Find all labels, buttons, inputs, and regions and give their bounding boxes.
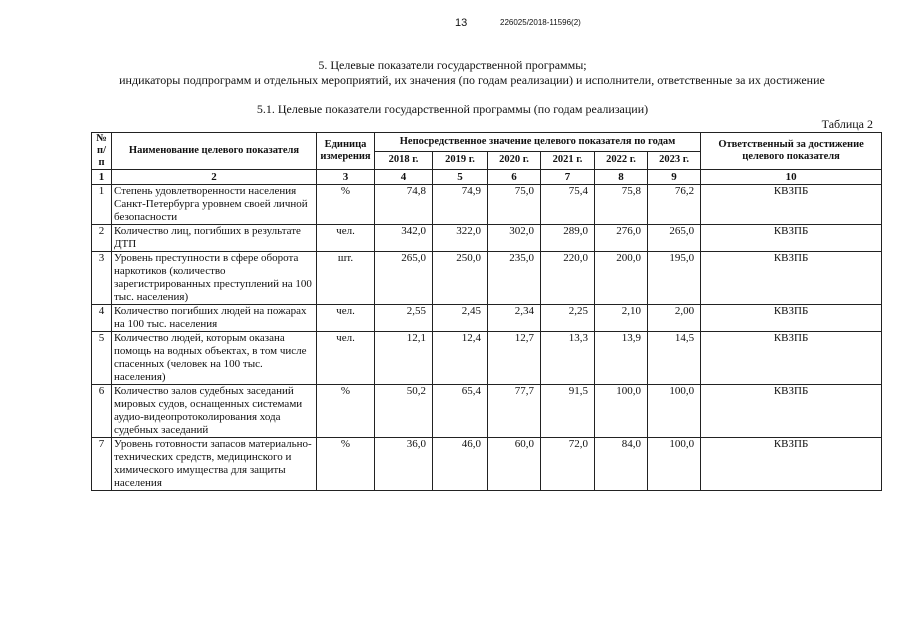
column-number: 10 xyxy=(701,170,882,185)
column-number: 8 xyxy=(595,170,648,185)
row-number: 5 xyxy=(92,332,112,385)
responsible-cell: КВЗПБ xyxy=(701,252,882,305)
section-title: 5. Целевые показатели государственной программы; xyxy=(318,58,587,72)
unit-cell: % xyxy=(317,438,375,491)
value-cell: 60,0 xyxy=(488,438,541,491)
header-year: 2022 г. xyxy=(595,151,648,170)
value-cell: 2,55 xyxy=(375,305,433,332)
value-cell: 76,2 xyxy=(648,185,701,225)
column-number: 1 xyxy=(92,170,112,185)
value-cell: 12,4 xyxy=(433,332,488,385)
column-number: 3 xyxy=(317,170,375,185)
value-cell: 74,8 xyxy=(375,185,433,225)
header-year: 2020 г. xyxy=(488,151,541,170)
row-number: 6 xyxy=(92,385,112,438)
column-number: 5 xyxy=(433,170,488,185)
header-responsible: Ответственный за достижение целевого показателя xyxy=(701,133,882,170)
indicator-name: Степень удовлетворенности населения Санкт-Петербурга уровнем своей личной безопасности xyxy=(112,185,317,225)
value-cell: 12,1 xyxy=(375,332,433,385)
row-number: 3 xyxy=(92,252,112,305)
header-direct-value: Непосредственное значение целевого показателя по годам xyxy=(375,133,701,152)
value-cell: 72,0 xyxy=(541,438,595,491)
document-id: 226025/2018-11596(2) xyxy=(500,18,581,27)
responsible-cell: КВЗПБ xyxy=(701,332,882,385)
table-row xyxy=(92,185,882,225)
row-number: 2 xyxy=(92,225,112,252)
value-cell: 200,0 xyxy=(595,252,648,305)
header-unit: Единица измерения xyxy=(317,133,375,170)
column-number: 2 xyxy=(112,170,317,185)
indicator-name: Уровень готовности запасов материально-технических средств, медицинского и химического имущества для защиты населения xyxy=(112,438,317,491)
value-cell: 100,0 xyxy=(648,438,701,491)
value-cell: 276,0 xyxy=(595,225,648,252)
indicator-name: Количество залов судебных заседаний мировых судов, оснащенных системами аудио-видеопротоколирования хода судебных заседаний xyxy=(112,385,317,438)
column-number: 4 xyxy=(375,170,433,185)
row-number: 7 xyxy=(92,438,112,491)
value-cell: 265,0 xyxy=(375,252,433,305)
header-year: 2021 г. xyxy=(541,151,595,170)
responsible-cell: КВЗПБ xyxy=(701,185,882,225)
responsible-cell: КВЗПБ xyxy=(701,305,882,332)
value-cell: 220,0 xyxy=(541,252,595,305)
value-cell: 46,0 xyxy=(433,438,488,491)
value-cell: 250,0 xyxy=(433,252,488,305)
value-cell: 74,9 xyxy=(433,185,488,225)
value-cell: 2,10 xyxy=(595,305,648,332)
value-cell: 65,4 xyxy=(433,385,488,438)
value-cell: 2,34 xyxy=(488,305,541,332)
value-cell: 12,7 xyxy=(488,332,541,385)
value-cell: 195,0 xyxy=(648,252,701,305)
header-year: 2023 г. xyxy=(648,151,701,170)
value-cell: 2,45 xyxy=(433,305,488,332)
value-cell: 75,0 xyxy=(488,185,541,225)
row-number: 4 xyxy=(92,305,112,332)
value-cell: 322,0 xyxy=(433,225,488,252)
indicators-table xyxy=(91,132,882,491)
indicator-name: Количество погибших людей на пожарах на 100 тыс. населения xyxy=(112,305,317,332)
value-cell: 2,25 xyxy=(541,305,595,332)
row-number: 1 xyxy=(92,185,112,225)
responsible-cell: КВЗПБ xyxy=(701,438,882,491)
value-cell: 2,00 xyxy=(648,305,701,332)
table-row xyxy=(92,438,882,491)
value-cell: 77,7 xyxy=(488,385,541,438)
table-row xyxy=(92,332,882,385)
value-cell: 289,0 xyxy=(541,225,595,252)
section-subtitle: индикаторы подпрограмм и отдельных мероприятий, их значения (по годам реализации) и исполнители, ответственные за их достижение xyxy=(119,73,825,87)
responsible-cell: КВЗПБ xyxy=(701,385,882,438)
header-num: № п/п xyxy=(92,133,112,170)
value-cell: 75,4 xyxy=(541,185,595,225)
unit-cell: чел. xyxy=(317,305,375,332)
value-cell: 50,2 xyxy=(375,385,433,438)
header-year: 2019 г. xyxy=(433,151,488,170)
value-cell: 235,0 xyxy=(488,252,541,305)
indicator-name: Уровень преступности в сфере оборота наркотиков (количество зарегистрированных преступлений на 100 тыс. населения) xyxy=(112,252,317,305)
unit-cell: % xyxy=(317,385,375,438)
column-number: 7 xyxy=(541,170,595,185)
value-cell: 342,0 xyxy=(375,225,433,252)
value-cell: 36,0 xyxy=(375,438,433,491)
subsection-title: 5.1. Целевые показатели государственной программы (по годам реализации) xyxy=(256,102,649,116)
unit-cell: чел. xyxy=(317,332,375,385)
value-cell: 100,0 xyxy=(595,385,648,438)
unit-cell: чел. xyxy=(317,225,375,252)
value-cell: 13,3 xyxy=(541,332,595,385)
value-cell: 14,5 xyxy=(648,332,701,385)
unit-cell: шт. xyxy=(317,252,375,305)
value-cell: 91,5 xyxy=(541,385,595,438)
table-label: Таблица 2 xyxy=(821,117,873,131)
column-number: 9 xyxy=(648,170,701,185)
header-year: 2018 г. xyxy=(375,151,433,170)
responsible-cell: КВЗПБ xyxy=(701,225,882,252)
value-cell: 84,0 xyxy=(595,438,648,491)
unit-cell: % xyxy=(317,185,375,225)
table-row xyxy=(92,252,882,305)
value-cell: 13,9 xyxy=(595,332,648,385)
page-number: 13 xyxy=(455,17,468,29)
table-row xyxy=(92,225,882,252)
indicator-name: Количество людей, которым оказана помощь на водных объектах, в том числе спасенных (человек на 100 тыс. населения) xyxy=(112,332,317,385)
value-cell: 75,8 xyxy=(595,185,648,225)
column-number: 6 xyxy=(488,170,541,185)
table-row xyxy=(92,305,882,332)
table-row xyxy=(92,385,882,438)
value-cell: 302,0 xyxy=(488,225,541,252)
indicator-name: Количество лиц, погибших в результате ДТП xyxy=(112,225,317,252)
value-cell: 265,0 xyxy=(648,225,701,252)
value-cell: 100,0 xyxy=(648,385,701,438)
header-name: Наименование целевого показателя xyxy=(112,133,317,170)
